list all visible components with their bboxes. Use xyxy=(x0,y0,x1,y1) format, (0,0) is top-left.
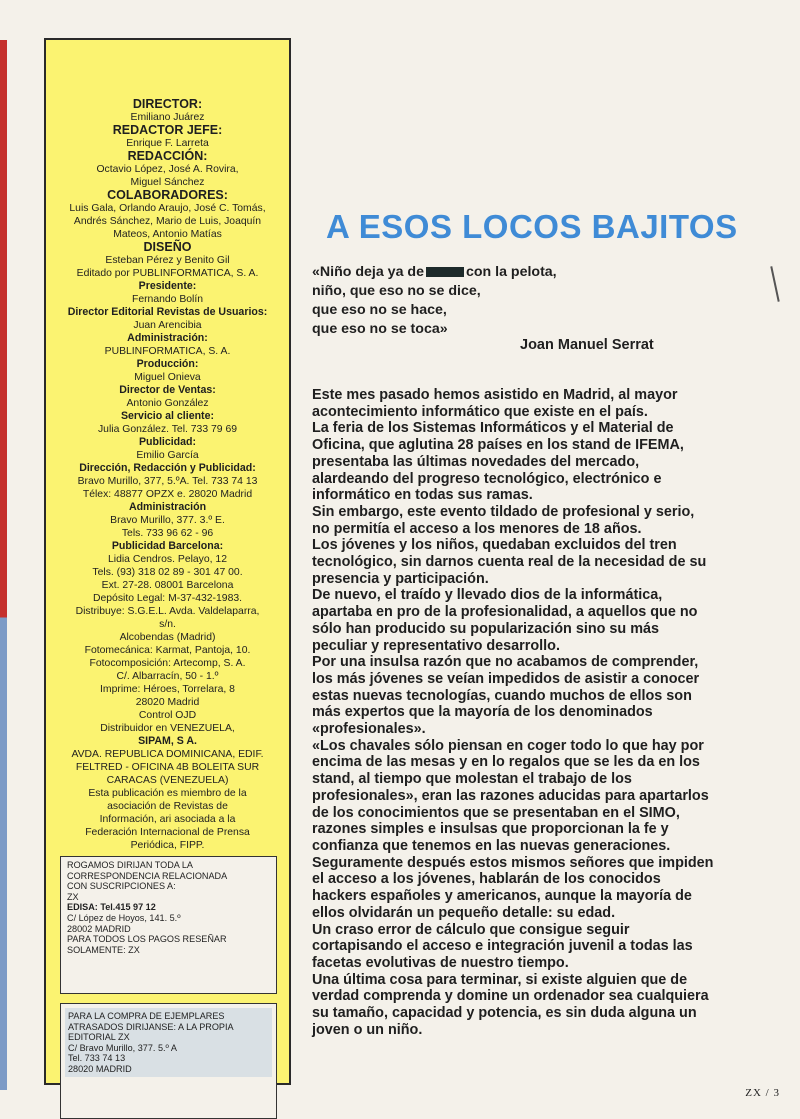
body-line: verdad comprenda y domine un ordenador sea cualquiera xyxy=(312,988,709,1005)
back-issues-line: PARA LA COMPRA DE EJEMPLARES xyxy=(68,1011,225,1021)
verse-line-2: niño, que eso no se dice, xyxy=(312,283,481,299)
credit-line: Tels. 733 96 62 - 96 xyxy=(121,528,214,539)
back-issues-box xyxy=(60,1003,277,1119)
credit-line: Esteban Pérez y Benito Gil xyxy=(105,255,230,266)
body-line: Un craso error de cálculo que consigue seguir xyxy=(312,921,630,938)
body-line: sólo han producido su popularización sino su más xyxy=(312,620,660,637)
credit-line: Miguel Sánchez xyxy=(130,177,205,188)
body-line: ellos olvidarán un pequeño detalle: su edad. xyxy=(312,904,616,921)
body-line: tecnológico, sin darnos cuenta real de la necesidad de su xyxy=(312,554,707,571)
back-issues-line: Tel. 733 74 13 xyxy=(68,1053,126,1064)
verse-line-4: que eso no se toca» xyxy=(312,321,448,337)
body-line: estas nuevas tecnologías, cuando muchos de ellos son xyxy=(312,687,692,704)
body-line: profesionales», eran las razones aducidas para apartarlos xyxy=(312,787,709,804)
article-body xyxy=(312,387,780,1038)
back-issues-line: C/ Bravo Murillo, 377. 5.º A xyxy=(68,1042,177,1053)
body-line: confianza que tenemos en las nuevas generaciones. xyxy=(312,837,671,854)
body-line: hackers españoles y americanos, aunque la mayoría de xyxy=(312,888,692,905)
credit-line: Lidia Cendros. Pelayo, 12 xyxy=(108,554,227,565)
credit-heading: REDACTOR JEFE: xyxy=(112,123,223,137)
credit-line: Esta publicación es miembro de la xyxy=(88,788,247,799)
body-line: Oficina, que aglutina 28 países en los stand de IFEMA, xyxy=(312,437,684,454)
body-line: los más jóvenes se veían impedidos de asistir a conocer xyxy=(312,670,700,687)
credit-heading: Administración xyxy=(128,501,207,513)
credit-line: C/. Albarracín, 50 - 1.º xyxy=(116,671,219,682)
credit-line: Enrique F. Larreta xyxy=(126,138,209,149)
credit-line: Editado por PUBLINFORMATICA, S. A. xyxy=(76,268,259,279)
credit-line: Ext. 27-28. 08001 Barcelona xyxy=(101,580,234,591)
subscription-line: EDISA: Tel.415 97 12 xyxy=(67,902,156,913)
censored-word-mark xyxy=(426,267,464,277)
credit-line: Alcobendas (Madrid) xyxy=(119,632,216,643)
subscription-line: PARA TODOS LOS PAGOS RESEÑAR xyxy=(67,934,227,945)
page-folio: ZX / 3 xyxy=(745,1087,780,1099)
credit-heading: Publicidad: xyxy=(138,436,197,448)
credit-line: Periódica, FIPP. xyxy=(130,840,205,851)
credit-line: Mateos, Antonio Matías xyxy=(113,229,222,240)
credit-line: Emiliano Juárez xyxy=(130,112,205,123)
subscription-line: CORRESPONDENCIA RELACIONADA xyxy=(67,870,228,881)
body-line: alardeando del progreso tecnológico, electrónico e xyxy=(312,470,662,487)
body-line: más expertos que la mayoría de los denominados xyxy=(312,704,653,721)
credit-line: s/n. xyxy=(159,619,176,630)
body-line: informático en todas sus ramas. xyxy=(312,487,533,504)
verse-line-1: «Niño deja ya de con la pelota, xyxy=(312,264,557,280)
subscription-line: ROGAMOS DIRIJAN TODA LA xyxy=(67,860,193,870)
credit-heading: DIRECTOR: xyxy=(132,97,203,111)
credit-heading: Administración: xyxy=(127,332,208,344)
body-line: stand, al tiempo que molestan el trabajo de los xyxy=(312,771,632,788)
credit-line: Antonio González xyxy=(126,398,209,409)
body-line: apartaba en pro de la profesionalidad, a aquellos que no xyxy=(312,604,698,621)
credits-list xyxy=(46,98,289,852)
credit-line: Télex: 48877 OPZX e. 28020 Madrid xyxy=(82,489,253,500)
back-issues-line: 28020 MADRID xyxy=(68,1063,132,1074)
credit-heading: DISEÑO xyxy=(143,240,192,254)
subscription-line: 28002 MADRID xyxy=(67,923,131,934)
credit-line: Distribuidor en VENEZUELA, xyxy=(100,723,235,734)
credit-line: Federación Internacional de Prensa xyxy=(85,827,250,838)
credit-line: Distribuye: S.G.E.L. Avda. Valdelaparra, xyxy=(75,606,260,617)
body-line: Sin embargo, este evento tildado de profesional y serio, xyxy=(312,503,695,520)
credit-line: Emilio García xyxy=(136,450,199,461)
credit-line: Julia González. Tel. 733 79 69 xyxy=(97,424,238,435)
credit-heading: Presidente: xyxy=(138,280,197,292)
body-line: Seguramente después estos mismos señores que impiden xyxy=(312,854,714,871)
subscription-line: SOLAMENTE: ZX xyxy=(67,944,140,955)
credit-line: AVDA. REPUBLICA DOMINICANA, EDIF. xyxy=(71,749,264,760)
credit-line: CARACAS (VENEZUELA) xyxy=(106,775,229,786)
credit-line: Octavio López, José A. Rovira, xyxy=(96,164,239,175)
subscription-line: CON SUSCRIPCIONES A: xyxy=(67,881,176,892)
body-line: «profesionales». xyxy=(312,721,426,738)
body-line: no permitía el acceso a los menores de 18 años. xyxy=(312,520,642,537)
body-line: Una última cosa para terminar, si existe alguien que de xyxy=(312,971,688,988)
credit-line: 28020 Madrid xyxy=(135,697,200,708)
body-line: cortapisando el acceso e integración juvenil a todas las xyxy=(312,938,693,955)
body-line: La feria de los Sistemas Informáticos y el Material de xyxy=(312,420,674,437)
credit-line: asociación de Revistas de xyxy=(107,801,228,812)
credit-heading: Publicidad Barcelona: xyxy=(111,540,224,552)
credit-line: Fotocomposición: Artecomp, S. A. xyxy=(89,658,246,669)
credit-line: Miguel Onieva xyxy=(134,372,201,383)
credit-line: Juan Arencibia xyxy=(133,320,202,331)
credit-line: Tels. (93) 318 02 89 - 301 47 00. xyxy=(92,567,243,578)
credit-line: Bravo Murillo, 377. 3.º E. xyxy=(110,515,225,526)
body-line: Los jóvenes y los niños, quedaban excluidos del tren xyxy=(312,537,677,554)
credit-line: Luis Gala, Orlando Araujo, José C. Tomás, xyxy=(69,203,266,214)
subscriptions-box xyxy=(60,856,277,994)
masthead-box xyxy=(44,38,291,1085)
credit-line: Control OJD xyxy=(138,710,197,721)
body-line: de los conocimientos que se presentaban en el SIMO, xyxy=(312,804,680,821)
body-line: Por una insulsa razón que no acabamos de comprender, xyxy=(312,654,699,671)
credit-heading: Producción: xyxy=(136,358,199,370)
credit-line: Fotomecánica: Karmat, Pantoja, 10. xyxy=(84,645,251,656)
verse-line-3: que eso no se hace, xyxy=(312,302,447,318)
credit-line: PUBLINFORMATICA, S. A. xyxy=(104,346,231,357)
credit-heading: SIPAM, S A. xyxy=(138,735,197,747)
credit-line: Depósito Legal: M-37-432-1983. xyxy=(92,593,243,604)
body-line: su tamaño, capacidad y potencia, es sin duda alguna un xyxy=(312,1005,697,1022)
back-issues-line: EDITORIAL ZX xyxy=(68,1032,130,1043)
credit-heading: COLABORADORES: xyxy=(107,188,228,202)
body-line: presentaba las últimas novedades del mercado, xyxy=(312,453,640,470)
body-line: facetas evolutivas de nuestro tiempo. xyxy=(312,954,569,971)
epigraph-verse xyxy=(312,263,732,339)
credit-heading: Servicio al cliente: xyxy=(120,410,215,422)
body-line: presencia y participación. xyxy=(312,570,489,587)
margin-pen-mark xyxy=(770,266,779,302)
body-line: joven o un niño. xyxy=(312,1021,423,1038)
body-line: el acceso a los jóvenes, hablarán de los conocidos xyxy=(312,871,661,888)
subscription-line: C/ López de Hoyos, 141. 5.º xyxy=(67,912,181,923)
body-line: Este mes pasado hemos asistido en Madrid, al mayor xyxy=(312,387,678,403)
article-headline: A ESOS LOCOS BAJITOS xyxy=(326,208,738,245)
credit-line: FELTRED - OFICINA 4B BOLEITA SUR xyxy=(75,762,260,773)
credit-line: Fernando Bolín xyxy=(131,294,204,305)
credit-heading: Director de Ventas: xyxy=(119,384,216,396)
credit-heading: Dirección, Redacción y Publicidad: xyxy=(79,462,256,474)
page-edge-strip xyxy=(0,40,7,1090)
body-line: peculiar y representativo desarrollo. xyxy=(312,637,560,654)
credit-heading: REDACCIÓN: xyxy=(127,149,208,163)
credit-line: Información, ari asociada a la xyxy=(99,814,236,825)
credit-heading: Director Editorial Revistas de Usuarios: xyxy=(67,306,268,318)
subscription-line: ZX xyxy=(67,891,79,902)
credit-line: Bravo Murillo, 377, 5.ºA. Tel. 733 74 13 xyxy=(77,476,258,487)
epigraph-author: Joan Manuel Serrat xyxy=(520,337,654,353)
back-issues-line: ATRASADOS DIRIJANSE: A LA PROPIA xyxy=(68,1021,234,1032)
body-line: acontecimiento informático que existe en el país. xyxy=(312,403,648,420)
body-line: encima de las mesas y en lo regalos que se les da en los xyxy=(312,754,700,771)
credit-line: Imprime: Héroes, Torrelara, 8 xyxy=(100,684,235,695)
body-line: razones simples e insulsas que proporcionan la fe y xyxy=(312,821,669,838)
credit-line: Andrés Sánchez, Mario de Luis, Joaquín xyxy=(73,216,262,227)
body-line: «Los chavales sólo piensan en coger todo lo que hay por xyxy=(312,737,704,754)
body-line: De nuevo, el traído y llevado dios de la informática, xyxy=(312,587,663,604)
